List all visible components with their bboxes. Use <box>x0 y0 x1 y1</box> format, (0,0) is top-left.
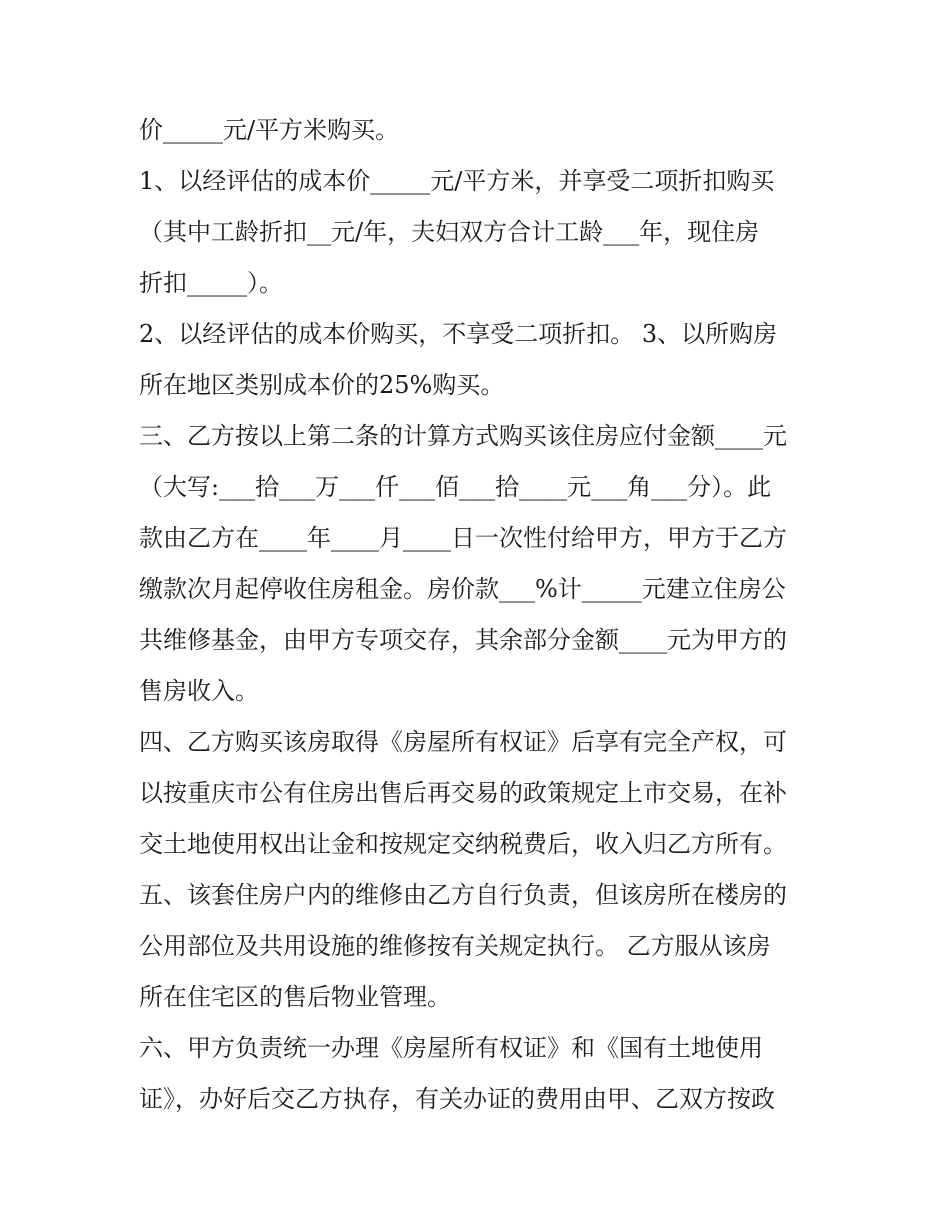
text-line: 六、甲方负责统一办理《房屋所有权证》和《国有土地使用 <box>139 1034 763 1062</box>
text-line: 交土地使用权出让金和按规定交纳税费后，收入归乙方所有。 <box>139 830 787 858</box>
text-line: 价_____元/平方米购买。 <box>139 116 400 144</box>
text-line: 折扣_____）。 <box>139 269 283 297</box>
text-line: （大写:___拾___万___仟___佰___拾____元___角___分）。此 <box>139 473 772 501</box>
text-line: 2、以经评估的成本价购买，不享受二项折扣。 3、以所购房 <box>139 320 778 348</box>
text-line: 所在住宅区的售后物业管理。 <box>139 983 451 1011</box>
text-line: 以按重庆市公有住房出售后再交易的政策规定上市交易，在补 <box>139 779 787 807</box>
text-line: 1、以经评估的成本价_____元/平方米，并享受二项折扣购买 <box>139 167 775 195</box>
text-line: 公用部位及共用设施的维修按有关规定执行。 乙方服从该房 <box>139 932 771 960</box>
text-line: 款由乙方在____年____月____日一次性付给甲方，甲方于乙方 <box>139 524 787 552</box>
text-line: 共维修基金，由甲方专项交存，其余部分金额____元为甲方的 <box>139 626 787 654</box>
text-line: 证》，办好后交乙方执存，有关办证的费用由甲、乙双方按政 <box>139 1085 775 1113</box>
contract-text <box>139 105 829 1125</box>
text-line: 所在地区类别成本价的25%购买。 <box>139 371 505 399</box>
text-line: 四、乙方购买该房取得《房屋所有权证》后享有完全产权，可 <box>139 728 787 756</box>
text-line: 五、该套住房户内的维修由乙方自行负责，但该房所在楼房的 <box>139 881 787 909</box>
text-line: 售房收入。 <box>139 677 259 705</box>
text-line: 三、乙方按以上第二条的计算方式购买该住房应付金额____元 <box>139 422 787 450</box>
text-line: （其中工龄折扣__元/年，夫妇双方合计工龄___年，现住房 <box>139 218 760 246</box>
text-line: 缴款次月起停收住房租金。房价款___%计_____元建立住房公 <box>139 575 786 603</box>
